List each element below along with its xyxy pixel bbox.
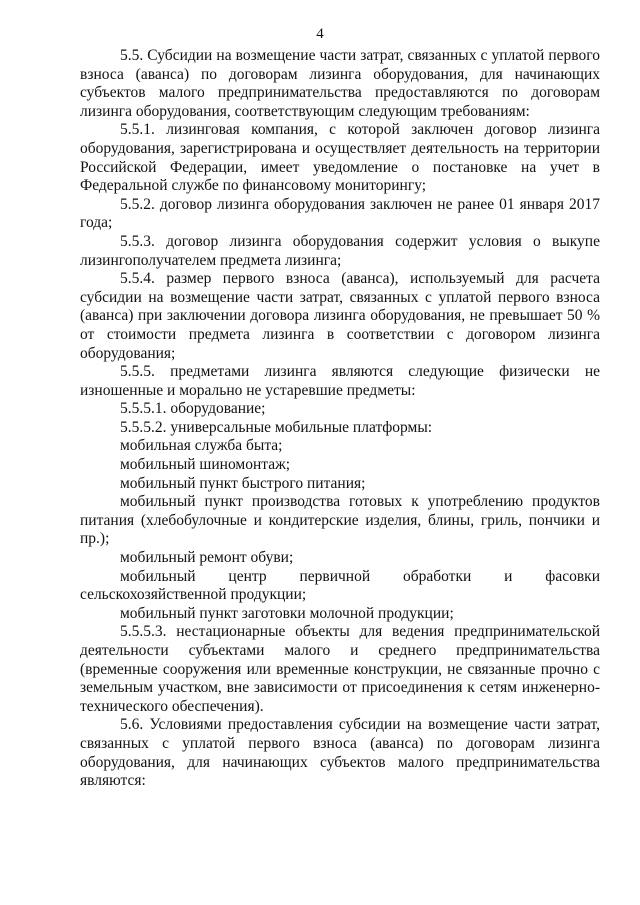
paragraph-5-5-5-2: 5.5.5.2. универсальные мобильные платформы: bbox=[120, 418, 433, 436]
page-number: 4 bbox=[316, 26, 324, 42]
list-item: мобильный пункт заготовки молочной продукции; bbox=[120, 604, 454, 622]
paragraph-5-5: 5.5. Субсидии на возмещение части затрат, связанных с уплатой первого взноса (аванса) по договорам лизинга оборудования, для начинающих субъектов малого предпринимательства предоставляются по договорам лизинга оборудования, соответствующим следующим требованиям: bbox=[80, 47, 600, 120]
paragraph-5-5-5-3: 5.5.5.3. нестационарные объекты для ведения предпринимательской деятельности субъектами малого и среднего предпринимательства (временные сооружения или временные конструкции, не связанные прочно с земельным участком, вне зависимости от присоединения к сетям инженерно-технического обеспечения). bbox=[80, 623, 600, 715]
list-item: мобильная служба быта; bbox=[120, 437, 283, 455]
paragraph-5-5-1: 5.5.1. лизинговая компания, с которой заключен договор лизинга оборудования, зарегистрирована и осуществляет деятельность на территории Российской Федерации, имеет уведомление о постановке на учет в Федеральной службе по финансовому мониторингу; bbox=[80, 121, 600, 195]
paragraph-5-5-3: 5.5.3. договор лизинга оборудования содержит условия о выкупе лизингополучателем предмета лизинга; bbox=[80, 232, 600, 269]
paragraph-5-5-4: 5.5.4. размер первого взноса (аванса), используемый для расчета субсидии на возмещение части затрат, связанных с уплатой первого взноса (аванса) при заключении договора лизинга оборудования, не превышает 50 % от стоимости предмета лизинга в соответствии с договором лизинга оборудования; bbox=[80, 270, 600, 362]
paragraph-5-6: 5.6. Условиями предоставления субсидии на возмещение части затрат, связанных с уплатой первого взноса (аванса) по договорам лизинга оборудования, для начинающих субъектов малого предпринимательства являются: bbox=[80, 716, 600, 790]
paragraph-5-5-2: 5.5.2. договор лизинга оборудования заключен не ранее 01 января 2017 года; bbox=[80, 195, 600, 232]
list-item: мобильный шиномонтаж; bbox=[120, 456, 291, 474]
paragraph-5-5-5: 5.5.5. предметами лизинга являются следующие физически не изношенные и морально не устаревшие предметы: bbox=[80, 363, 600, 399]
list-item: мобильный центр первичной обработки и фасовки сельскохозяйственной продукции; bbox=[80, 567, 600, 604]
document-body bbox=[80, 47, 600, 791]
list-item: мобильный ремонт обуви; bbox=[120, 549, 294, 567]
list-item: мобильный пункт быстрого питания; bbox=[120, 474, 366, 492]
list-item: мобильный пункт производства готовых к употреблению продуктов питания (хлебобулочные и кондитерские изделия, блины, гриль, пончики и пр.); bbox=[80, 493, 600, 548]
paragraph-5-5-5-1: 5.5.5.1. оборудование; bbox=[120, 400, 266, 418]
